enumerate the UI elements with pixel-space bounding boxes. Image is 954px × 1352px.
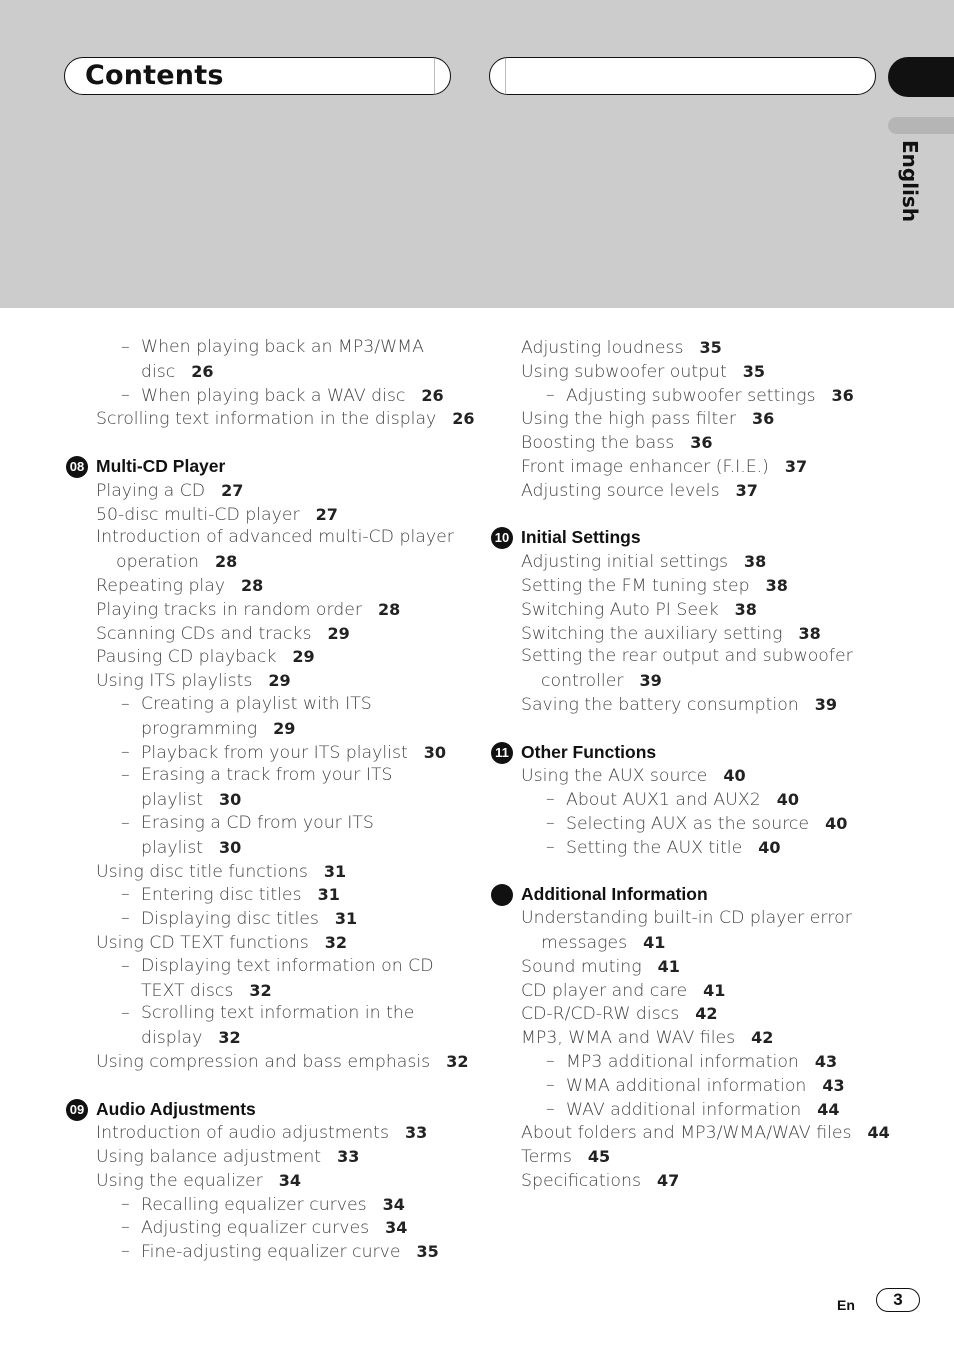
entry-title: Creating a playlist with ITS [141,693,372,714]
entry-title: Playing tracks in random order [96,599,362,620]
page-ref: 31 [317,885,340,905]
entry-title: Displaying text information on CD [141,955,434,976]
entry-title: Adjusting equalizer curves [141,1218,370,1239]
toc-entry[interactable] [489,407,909,431]
dash-bullet: – [121,908,130,929]
page-ref: 41 [643,932,666,952]
header-band [0,0,954,308]
page-ref: 42 [695,1004,718,1024]
page-ref: 29 [268,671,291,691]
entry-title: When playing back an MP3/WMA [141,337,424,357]
entry-title: Using disc title functions [96,861,308,882]
entry-title: Playing a CD [96,480,206,501]
toc-subentry[interactable] [64,979,464,1003]
page-ref: 28 [377,599,401,619]
toc-entry[interactable] [64,407,475,431]
toc-entry[interactable] [64,526,464,550]
page-ref: 40 [758,837,781,857]
entry-title: Erasing a CD from your ITS [141,812,374,833]
entry-title: Switching the auxiliary setting [521,623,783,644]
entry-title: Setting the AUX title [566,837,743,858]
section-gap [489,717,909,741]
entry-title: Scanning CDs and tracks [96,623,312,644]
dash-bullet: – [121,812,130,833]
page-ref: 47 [656,1170,680,1190]
entry-title: WMA additional information [566,1075,807,1096]
toc-subentry[interactable] [489,836,909,860]
toc-subentry[interactable] [64,907,464,931]
page-ref: 31 [334,909,358,929]
entry-title: About AUX1 and AUX2 [566,790,761,811]
toc-subentry[interactable] [64,1026,464,1050]
section-gap [489,503,909,527]
page-ref: 44 [817,1099,840,1119]
entry-title: display [141,1028,203,1049]
dash-bullet: – [546,812,555,833]
section-gap [489,860,909,884]
entry-title: Repeating play [96,575,226,596]
page-ref: 31 [323,861,347,881]
page-ref: 36 [690,433,713,453]
entry-title: Selecting AUX as the source [566,813,810,834]
toc-entry[interactable] [489,479,909,503]
page-ref: 37 [735,480,758,500]
toc-entry[interactable] [489,693,909,717]
toc-subentry[interactable] [64,336,464,360]
entry-title: Terms [521,1147,572,1168]
dash-bullet: – [121,1217,130,1238]
toc-subentry[interactable] [64,1216,464,1240]
page-ref: 28 [214,552,238,572]
toc-subentry[interactable] [64,836,464,860]
entry-title: Understanding built-in CD player error [521,908,852,929]
entry-title: CD player and care [521,980,688,1001]
dash-bullet: – [546,789,555,810]
entry-title: operation [116,552,199,573]
toc-entry[interactable] [64,1145,464,1169]
language-tab-label: English [898,140,922,223]
dash-bullet: – [546,384,555,405]
page-ref: 35 [416,1242,439,1262]
entry-title: Fine-adjusting equalizer curve [141,1242,401,1263]
dash-bullet: – [121,955,130,976]
page-ref: 40 [776,790,799,810]
dash-bullet: – [121,384,130,405]
toc-entry[interactable] [489,1121,909,1145]
page-ref: 43 [822,1075,845,1095]
entry-title: Sound muting [521,956,642,977]
toc-entry[interactable] [489,455,909,479]
page-ref: 27 [315,504,338,524]
title-box [64,57,451,95]
entry-title: Setting the FM tuning step [521,575,750,596]
page-title: Contents [85,60,224,91]
page-ref: 30 [218,837,242,857]
dash-bullet: – [546,1074,555,1095]
toc-subentry[interactable] [64,693,464,717]
entry-title: Scrolling text information in the [141,1003,415,1024]
page-number: 3 [876,1288,920,1312]
toc-entry[interactable] [489,979,909,1003]
dash-bullet: – [121,337,130,357]
section-heading [489,526,909,550]
entry-title: Introduction of advanced multi-CD player [96,527,454,548]
page-ref: 35 [742,361,766,381]
entry-title: MP3 additional information [566,1051,799,1072]
section-title: Other Functions [521,741,657,762]
section-number-badge: 09 [66,1099,88,1121]
blank-title-box [489,57,876,95]
toc-subentry[interactable] [64,384,464,408]
toc-entry[interactable] [489,598,909,622]
entry-title: Erasing a track from your ITS [141,765,393,786]
section-tab [888,117,954,134]
page-ref: 33 [404,1123,428,1143]
section-title: Audio Adjustments [96,1098,256,1119]
section-number-badge: 08 [66,456,88,478]
section-number-badge [491,884,513,906]
toc-subentry[interactable] [64,883,464,907]
toc-entry[interactable] [489,1145,909,1169]
toc-entry[interactable] [64,669,464,693]
dash-bullet: – [121,884,130,905]
section-heading [489,741,909,765]
section-tab-active [888,57,954,97]
entry-title: messages [541,932,628,953]
toc-entry[interactable] [64,503,464,527]
page-ref: 45 [587,1147,611,1167]
toc-column-right [489,336,909,1193]
section-heading [64,1098,464,1122]
page-ref: 36 [831,385,854,405]
section-gap [64,1074,464,1098]
page-ref: 34 [382,1194,405,1214]
section-title: Additional Information [521,884,708,905]
toc-subentry[interactable] [489,1050,909,1074]
toc-entry[interactable] [489,907,909,931]
page-ref: 32 [446,1051,469,1071]
entry-title: Adjusting initial settings [521,552,728,573]
entry-title: Playback from your ITS playlist [141,742,408,763]
page-ref: 32 [218,1028,241,1048]
toc-entry[interactable] [64,550,464,574]
toc-column-left [64,336,475,1264]
toc-subentry[interactable] [489,812,909,836]
dash-bullet: – [121,1003,130,1024]
toc-subentry[interactable] [64,812,464,836]
page-ref: 26 [452,409,475,429]
entry-title: WAV additional information [566,1099,802,1120]
toc-entry[interactable] [489,336,909,360]
entry-title: Using balance adjustment [96,1147,322,1168]
toc-subentry[interactable] [64,741,464,765]
toc-subentry[interactable] [64,955,464,979]
page-ref: 40 [723,766,746,786]
page-ref: 33 [337,1147,360,1167]
entry-title: Boosting the bass [521,433,675,454]
entry-title: Setting the rear output and subwoofer [521,646,853,667]
toc-entry[interactable] [64,1050,469,1074]
toc-entry[interactable] [489,360,909,384]
toc-subentry[interactable] [64,1193,464,1217]
footer-language-code: En [837,1297,855,1313]
entry-title: Scrolling text information in the display [96,409,437,430]
page-ref: 30 [218,790,242,810]
page-ref: 39 [639,671,662,691]
entry-title: Adjusting loudness [521,338,684,358]
toc-subentry[interactable] [64,788,464,812]
section-gap [64,431,464,455]
page-ref: 35 [699,338,722,357]
page-ref: 32 [249,980,272,1000]
toc-entry[interactable] [489,931,909,955]
entry-title: controller [541,671,624,692]
toc-entry[interactable] [64,1121,464,1145]
toc-entry[interactable] [489,574,909,598]
page-ref: 39 [814,694,837,714]
toc-subentry[interactable] [64,1240,464,1264]
dash-bullet: – [121,765,130,786]
toc-entry[interactable] [489,1026,909,1050]
entry-title: Using subwoofer output [521,361,727,382]
toc-subentry[interactable] [489,788,909,812]
dash-bullet: – [121,1193,130,1214]
toc-subentry[interactable] [489,1074,909,1098]
entry-title: Adjusting subwoofer settings [566,385,816,406]
toc-entry[interactable] [64,598,464,622]
entry-title: Using compression and bass emphasis [96,1051,431,1072]
toc-entry[interactable] [489,669,909,693]
entry-title: Switching Auto PI Seek [521,599,719,620]
entry-title: About folders and MP3/WMA/WAV files [521,1123,852,1144]
page-ref: 26 [191,361,214,381]
entry-title: Using the high pass filter [521,409,736,430]
page-ref: 41 [657,956,680,976]
toc-entry[interactable] [489,764,909,788]
entry-title: Pausing CD playback [96,647,277,668]
toc-entry[interactable] [489,955,909,979]
toc-entry[interactable] [64,645,464,669]
toc-subentry[interactable] [64,360,464,384]
dash-bullet: – [546,1098,555,1119]
entry-title: Using CD TEXT functions [96,932,309,953]
entry-title: disc [141,361,176,382]
entry-title: Front image enhancer (F.I.E.) [521,456,769,477]
toc-entry[interactable] [489,1169,909,1193]
entry-title: Entering disc titles [141,885,302,906]
toc-entry[interactable] [489,431,909,455]
entry-title: When playing back a WAV disc [141,385,406,406]
toc-subentry[interactable] [64,1002,464,1026]
page-ref: 29 [273,718,296,738]
page-ref: 29 [327,623,350,643]
toc-entry[interactable] [489,622,909,646]
entry-title: playlist [141,837,203,858]
toc-subentry[interactable] [489,384,909,408]
page-ref: 38 [765,575,788,595]
entry-title: MP3, WMA and WAV files [521,1028,736,1049]
page-ref: 41 [703,980,726,1000]
dash-bullet: – [546,1050,555,1071]
entry-title: Saving the battery consumption [521,694,799,715]
entry-title: programming [141,718,258,739]
page-ref: 38 [734,599,757,619]
entry-title: 50-disc multi-CD player [96,504,300,525]
page-ref: 40 [825,813,848,833]
dash-bullet: – [121,693,130,714]
entry-title: Using the equalizer [96,1170,263,1191]
toc-entry[interactable] [64,931,464,955]
page-ref: 29 [292,647,315,667]
toc-entry[interactable] [489,645,909,669]
entry-title: Specifications [521,1170,641,1191]
toc-entry[interactable] [64,622,464,646]
section-title: Multi-CD Player [96,455,226,476]
page-ref: 26 [421,385,444,405]
toc-entry[interactable] [64,1169,464,1193]
page-ref: 36 [751,409,775,429]
dash-bullet: – [121,741,130,762]
toc-entry[interactable] [64,574,464,598]
entry-title: Introduction of audio adjustments [96,1123,389,1144]
entry-title: Using the AUX source [521,766,708,787]
entry-title: playlist [141,790,203,811]
entry-title: Using ITS playlists [96,671,253,692]
page-ref: 38 [798,623,821,643]
entry-title: Displaying disc titles [141,909,319,930]
page-ref: 30 [423,742,447,762]
page-ref: 42 [751,1028,774,1048]
entry-title: TEXT discs [141,980,234,1001]
page-ref: 37 [784,456,808,476]
entry-title: CD-R/CD-RW discs [521,1004,680,1025]
page-ref: 27 [221,480,244,500]
page-ref: 34 [385,1218,408,1238]
section-heading [64,455,464,479]
toc-subentry[interactable] [64,764,464,788]
toc-subentry[interactable] [64,717,464,741]
toc-entry[interactable] [489,550,909,574]
page-ref: 38 [743,552,767,572]
section-title: Initial Settings [521,527,641,548]
page-ref: 28 [241,575,264,595]
toc-entry[interactable] [64,860,464,884]
toc-entry[interactable] [64,479,464,503]
page-ref: 44 [867,1123,890,1143]
entry-title: Recalling equalizer curves [141,1194,367,1215]
page-ref: 43 [814,1051,838,1071]
page-ref: 34 [278,1170,301,1190]
section-heading [489,883,909,907]
dash-bullet: – [546,836,555,857]
section-number-badge: 11 [491,742,513,764]
page-ref: 32 [324,932,348,952]
entry-title: Adjusting source levels [521,480,720,501]
section-number-badge: 10 [491,527,513,549]
toc-subentry[interactable] [489,1098,909,1122]
toc-entry[interactable] [489,1002,909,1026]
dash-bullet: – [121,1241,130,1262]
